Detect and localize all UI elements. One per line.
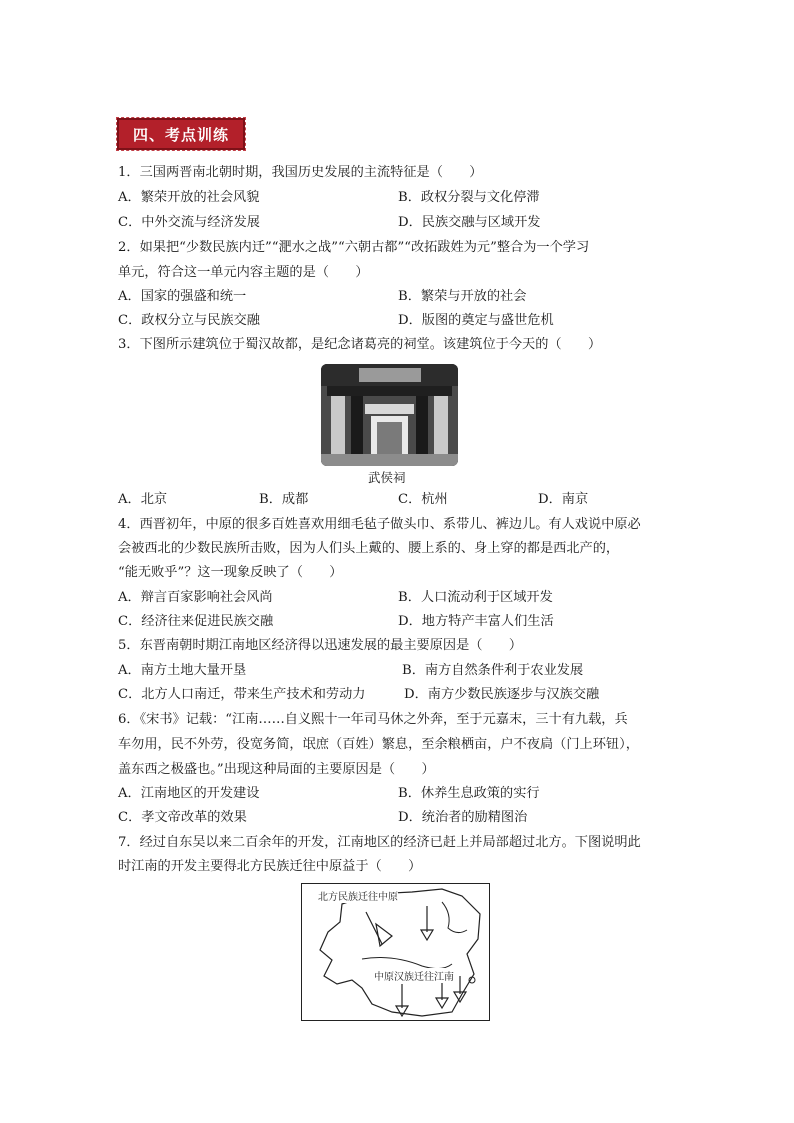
- question-2-text-cont: 单元，符合这一单元内容主题的是（ ）: [118, 265, 369, 280]
- q2-option-c[interactable]: C．政权分立与民族交融: [118, 313, 260, 328]
- question-4-text-cont1: 会被西北的少数民族所击败，因为人们头上戴的、腰上系的、身上穿的都是西北产的，: [118, 541, 620, 556]
- q6-option-d[interactable]: D．统治者的励精图治: [398, 810, 528, 825]
- wuhou-temple-illustration: [321, 364, 458, 466]
- q6-option-c[interactable]: C．孝文帝改革的效果: [118, 810, 247, 825]
- q6-option-b[interactable]: B．休养生息政策的实行: [398, 786, 540, 801]
- migration-map: [301, 883, 490, 1021]
- photo-caption: 武侯祠: [368, 470, 406, 485]
- q5-option-d[interactable]: D．南方少数民族逐步与汉族交融: [404, 687, 600, 702]
- q6-option-a[interactable]: A．江南地区的开发建设: [118, 786, 260, 801]
- map-label-north: 北方民族迁往中原: [318, 888, 398, 903]
- q2-option-a[interactable]: A．国家的强盛和统一: [118, 289, 247, 304]
- q1-option-c[interactable]: C．中外交流与经济发展: [118, 215, 260, 230]
- question-2-text: 2．如果把“少数民族内迁”“淝水之战”“六朝古都”“改拓跋姓为元”整合为一个学习: [118, 240, 590, 255]
- q4-option-d[interactable]: D．地方特产丰富人们生活: [398, 614, 554, 629]
- wuhou-temple-photo: [321, 364, 458, 466]
- q1-option-a[interactable]: A．繁荣开放的社会风貌: [118, 190, 260, 205]
- question-6-text-cont2: 盖东西之极盛也。”出现这种局面的主要原因是（ ）: [118, 762, 435, 777]
- q4-option-a[interactable]: A．辩言百家影响社会风尚: [118, 590, 273, 605]
- q3-option-c[interactable]: C．杭州: [398, 492, 448, 507]
- question-7-text-cont: 时江南的开发主要得北方民族迁往中原益于（ ）: [118, 859, 422, 874]
- q2-option-d[interactable]: D．版图的奠定与盛世危机: [398, 313, 554, 328]
- question-1-text: 1．三国两晋南北朝时期，我国历史发展的主流特征是（ ）: [118, 165, 483, 180]
- q3-option-d[interactable]: D．南京: [538, 492, 589, 507]
- question-7-text: 7．经过自东吴以来二百余年的开发，江南地区的经济已赶上并局部超过北方。下图说明此: [118, 835, 641, 850]
- q5-option-a[interactable]: A．南方土地大量开垦: [118, 663, 247, 678]
- migration-map-drawing: [302, 884, 488, 1019]
- section-banner: [117, 118, 245, 150]
- q1-option-b[interactable]: B．政权分裂与文化停滞: [398, 190, 540, 205]
- question-3-text: 3．下图所示建筑位于蜀汉故都，是纪念诸葛亮的祠堂。该建筑位于今天的（ ）: [118, 337, 602, 352]
- q2-option-b[interactable]: B．繁荣与开放的社会: [398, 289, 527, 304]
- q5-option-b[interactable]: B．南方自然条件利于农业发展: [402, 663, 584, 678]
- q3-option-b[interactable]: B．成都: [259, 492, 309, 507]
- map-label-south: 中原汉族迁往江南: [374, 968, 454, 983]
- q3-option-a[interactable]: A．北京: [118, 492, 168, 507]
- q5-option-c[interactable]: C．北方人口南迁，带来生产技术和劳动力: [118, 687, 366, 702]
- question-5-text: 5．东晋南朝时期江南地区经济得以迅速发展的最主要原因是（ ）: [118, 638, 523, 653]
- question-4-text-cont2: “能无败乎”？这一现象反映了（ ）: [118, 565, 343, 580]
- q4-option-c[interactable]: C．经济往来促进民族交融: [118, 614, 274, 629]
- section-title: 四、考点训练: [132, 125, 229, 144]
- question-6-text-cont1: 车勿用，民不外劳，役宽务简，氓庶（百姓）繁息，至余粮栖亩，户不夜扃（门上环钮），: [118, 737, 639, 752]
- question-4-text: 4．西晋初年，中原的很多百姓喜欢用细毛毡子做头巾、系带儿、裤边儿。有人戏说中原必: [118, 517, 641, 532]
- question-6-text: 6．《宋书》记载：“江南……自义熙十一年司马休之外奔，至于元嘉末，三十有九载，兵: [118, 712, 628, 727]
- q4-option-b[interactable]: B．人口流动利于区域开发: [398, 590, 553, 605]
- q1-option-d[interactable]: D．民族交融与区域开发: [398, 215, 541, 230]
